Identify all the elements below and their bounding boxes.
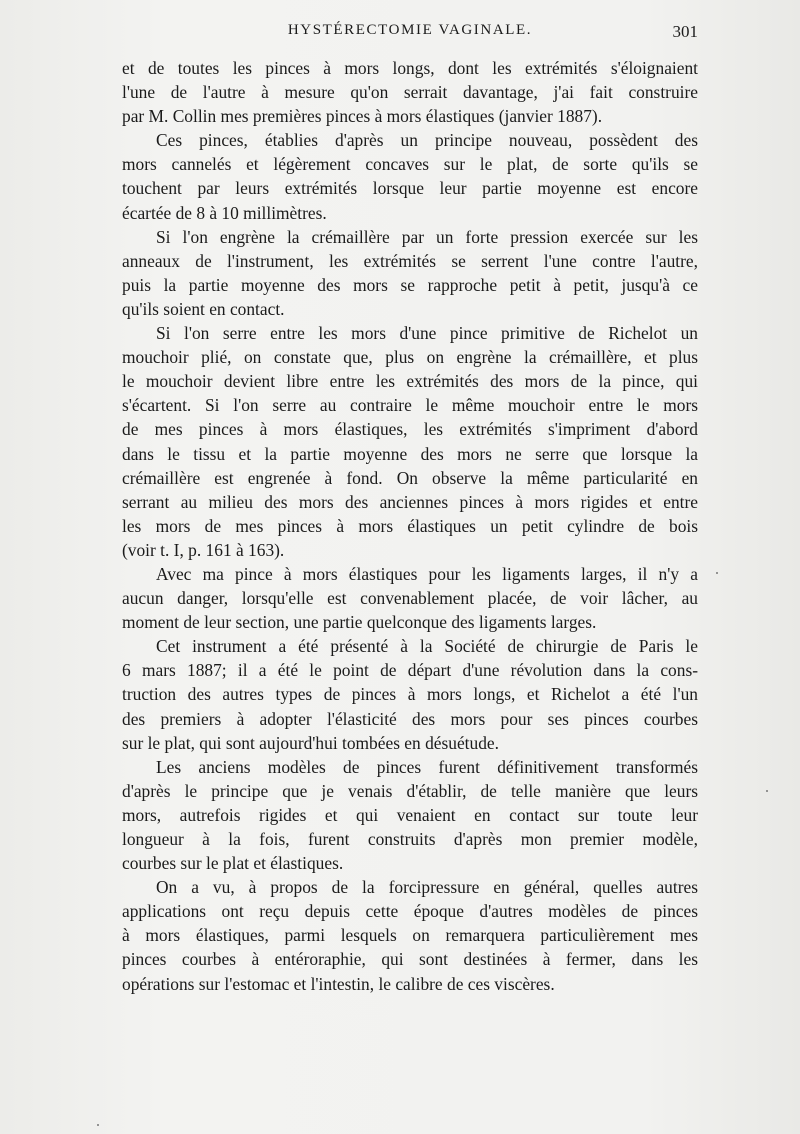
text-line: mors cannelés et légèrement concaves sur le plat, de sorte qu'ils se (122, 154, 698, 175)
text-line: applications ont reçu depuis cette époque d'autres modèles de pinces (122, 901, 698, 922)
text-line: mors, autrefois rigides et qui venaient en contact sur toute leur (122, 804, 698, 825)
text-line: (voir t. I, p. 161 à 163). (122, 539, 285, 560)
text-line: Si l'on engrène la crémaillère par un forte pression exercée sur les (156, 226, 698, 247)
page-number: 301 (672, 22, 698, 41)
text-line: courbes sur le plat et élastiques. (122, 853, 344, 874)
text-line: Si l'on serre entre les mors d'une pince primitive de Richelot un (156, 323, 698, 344)
text-line: des premiers à adopter l'élasticité des mors pour ses pinces courbes (122, 708, 698, 729)
text-line: touchent par leurs extrémités lorsque leur partie moyenne est encore (122, 178, 698, 199)
text-line: anneaux de l'instrument, les extrémités se serrent l'une contre l'autre, (122, 250, 698, 271)
text-line: Cet instrument a été présenté à la Société de chirurgie de Paris le (156, 636, 698, 657)
text-line: les mors de mes pinces à mors élastiques un petit cylindre de bois (122, 515, 698, 536)
text-line: Ces pinces, établies d'après un principe nouveau, possèdent des (156, 130, 698, 151)
text-line: pinces courbes à entéroraphie, qui sont destinées à fermer, dans les (122, 949, 698, 970)
text-line: et de toutes les pinces à mors longs, dont les extrémités s'éloignaient (122, 58, 698, 78)
text-line: puis la partie moyenne des mors se rapproche petit à petit, jusqu'à ce (122, 274, 698, 295)
text-line: qu'ils soient en contact. (122, 298, 285, 319)
text-line: s'écartent. Si l'on serre au contraire le même mouchoir entre le mors (122, 395, 698, 416)
text-line: mouchoir plié, on constate que, plus on engrène la crémaillère, et plus (122, 347, 698, 368)
text-line: par M. Collin mes premières pinces à mors élastiques (janvier 1887). (122, 106, 603, 127)
text-line: 6 mars 1887; il a été le point de départ d'une révolution dans la cons- (122, 660, 698, 681)
text-line: crémaillère est engrenée à fond. On observe la même particularité en (122, 467, 698, 488)
text-line: dans le tissu et la partie moyenne des mors ne serre que lorsque la (122, 443, 698, 464)
running-title: HYSTÉRECTOMIE VAGINALE. (287, 22, 533, 38)
paper-speck (766, 790, 768, 792)
text-line: Avec ma pince à mors élastiques pour les ligaments larges, il n'y a (156, 563, 698, 584)
text-line: à mors élastiques, parmi lesquels on remarquera particulièrement mes (122, 925, 698, 946)
text-line: d'après le principe que je venais d'établir, de telle manière que leurs (122, 780, 698, 801)
paper-speck (716, 572, 718, 574)
text-line: truction des autres types de pinces à mors longs, et Richelot a été l'un (122, 684, 698, 705)
text-line: le mouchoir devient libre entre les extrémités des mors de la pince, qui (122, 371, 698, 392)
text-line: de mes pinces à mors élastiques, les extrémités s'impriment d'abord (122, 419, 698, 440)
text-line: Les anciens modèles de pinces furent définitivement transformés (156, 756, 698, 777)
text-line: serrant au milieu des mors des anciennes pinces à mors rigides et entre (122, 491, 698, 512)
text-line: opérations sur l'estomac et l'intestin, le calibre de ces viscères. (122, 973, 555, 994)
running-header (122, 22, 698, 46)
text-line: aucun danger, lorsqu'elle est convenablement placée, de voir lâcher, au (122, 588, 698, 609)
text-line: écartée de 8 à 10 millimètres. (122, 202, 327, 223)
body-text (122, 56, 698, 996)
paper-speck (97, 1124, 99, 1126)
text-line: moment de leur section, une partie quelconque des ligaments larges. (122, 612, 597, 633)
text-line: longueur à la fois, furent construits d'après mon premier modèle, (122, 829, 698, 849)
text-line: sur le plat, qui sont aujourd'hui tombées en désuétude. (122, 732, 499, 753)
text-line: On a vu, à propos de la forcipressure en général, quelles autres (156, 877, 698, 898)
text-line: l'une de l'autre à mesure qu'on serrait davantage, j'ai fait construire (122, 82, 698, 103)
